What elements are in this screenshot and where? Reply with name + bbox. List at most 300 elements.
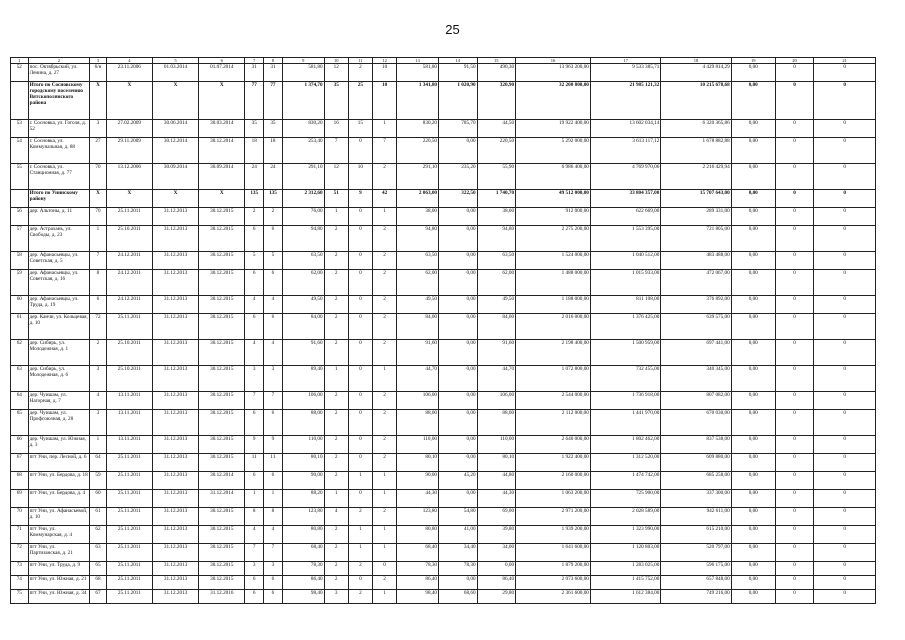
table-cell: 2: [324, 562, 348, 576]
table-cell: 6: [245, 576, 264, 590]
table-cell: 4: [245, 526, 264, 544]
table-cell: 4: [324, 508, 348, 526]
table-cell: 10: [373, 82, 397, 120]
table-cell: 51: [324, 190, 348, 208]
table-cell: 2: [373, 164, 397, 190]
table-cell: 11: [245, 454, 264, 472]
table-cell: 6: [264, 590, 283, 604]
table-cell: 94,80: [282, 226, 324, 252]
table-cell: 0,00: [439, 576, 478, 590]
table-row: [11, 366, 876, 392]
table-cell: 0: [814, 296, 876, 314]
table-cell: 49 512 000,00: [516, 190, 591, 208]
table-cell: 1: [373, 544, 397, 562]
total-row: [11, 190, 876, 208]
address-cell: пгт Уни, ул. Коммунарская, д. 4: [28, 526, 90, 544]
table-cell: 0: [775, 562, 814, 576]
table-cell: 68,40: [397, 544, 439, 562]
table-cell: 0,00: [731, 208, 775, 226]
table-cell: 31.12.2013: [152, 436, 198, 454]
table-cell: 66: [11, 436, 29, 454]
table-cell: 30.09.2014: [152, 164, 198, 190]
table-cell: 18: [245, 138, 264, 164]
table-cell: 72: [11, 544, 29, 562]
table-cell: 0: [775, 252, 814, 270]
table-cell: 91,60: [477, 340, 516, 366]
table-cell: 31.12.2013: [152, 590, 198, 604]
table-cell: 0,00: [731, 190, 775, 208]
table-cell: 68,40: [282, 544, 324, 562]
table-cell: 53: [11, 120, 29, 138]
table-cell: 1: [264, 490, 283, 508]
table-cell: 0: [814, 208, 876, 226]
table-row: [11, 490, 876, 508]
table-cell: 38,00: [477, 208, 516, 226]
table-cell: 10: [373, 64, 397, 82]
table-cell: 685 258,00: [661, 472, 731, 490]
table-cell: 70: [11, 508, 29, 526]
table-cell: 106,00: [397, 392, 439, 410]
table-cell: 320,90: [477, 82, 516, 120]
table-cell: 8: [90, 270, 107, 296]
table-cell: 0: [775, 454, 814, 472]
table-cell: 35: [245, 120, 264, 138]
table-cell: 30.12.2015: [199, 392, 245, 410]
table-cell: 2 016 000,00: [516, 314, 591, 340]
table-cell: 0: [814, 526, 876, 544]
table-cell: 89,40: [282, 366, 324, 392]
table-cell: 2: [324, 296, 348, 314]
table-cell: 30.03.2014: [199, 120, 245, 138]
table-cell: 135: [264, 190, 283, 208]
address-cell: дер. Канчи, ул. Кольцевая, д. 10: [28, 314, 90, 340]
table-cell: 62,00: [397, 270, 439, 296]
table-cell: 2: [324, 526, 348, 544]
table-cell: 8: [264, 508, 283, 526]
table-cell: 68,60: [439, 590, 478, 604]
table-cell: 25.11.2011: [106, 576, 152, 590]
table-cell: 0: [814, 190, 876, 208]
table-cell: 13.11.2011: [106, 410, 152, 436]
table-cell: 376 892,00: [661, 296, 731, 314]
address-cell: дер. Чуишам, ул. Профсоюзная, д. 28: [28, 410, 90, 436]
table-cell: 88,20: [282, 490, 324, 508]
table-cell: 4: [264, 296, 283, 314]
table-cell: 31.12.2016: [199, 590, 245, 604]
table-cell: 1 063 200,00: [516, 490, 591, 508]
table-cell: 0: [814, 82, 876, 120]
table-cell: 2 544 000,00: [516, 392, 591, 410]
table-cell: 2: [373, 226, 397, 252]
table-cell: 2: [373, 410, 397, 436]
table-cell: 6 986 400,00: [516, 164, 591, 190]
table-cell: 30.12.2014: [199, 472, 245, 490]
housing-program-table: [10, 57, 876, 604]
table-cell: 0: [775, 392, 814, 410]
address-cell: пгт Уни, ул. Южная, д. 21: [28, 576, 90, 590]
table-cell: 0,00: [439, 436, 478, 454]
table-cell: 1: [373, 590, 397, 604]
table-cell: 61: [90, 508, 107, 526]
table-cell: 13 602 034,14: [590, 120, 660, 138]
table-cell: 0,00: [731, 314, 775, 340]
table-cell: 5: [264, 252, 283, 270]
table-cell: 0: [814, 270, 876, 296]
table-cell: 0,00: [731, 410, 775, 436]
table-cell: 2: [373, 392, 397, 410]
table-cell: 670 030,00: [661, 410, 731, 436]
table-cell: 31.12.2013: [152, 508, 198, 526]
table-cell: 0,00: [477, 562, 516, 576]
table-cell: 1 740,70: [477, 190, 516, 208]
address-cell: дер. Афанасьевцы, ул. Труда, д. 19: [28, 296, 90, 314]
table-cell: 1: [348, 472, 372, 490]
table-cell: X: [106, 82, 152, 120]
table-cell: 27.02.2009: [106, 120, 152, 138]
table-cell: 78,30: [397, 562, 439, 576]
table-cell: 67: [11, 454, 29, 472]
column-number-cell: 10: [324, 58, 348, 64]
table-cell: 0,00: [731, 454, 775, 472]
table-cell: 63,50: [282, 252, 324, 270]
table-cell: 2: [324, 340, 348, 366]
table-cell: 220,50: [397, 138, 439, 164]
table-cell: 21 985 121,32: [590, 82, 660, 120]
table-cell: 32 200 800,00: [516, 82, 591, 120]
table-cell: 98,40: [282, 590, 324, 604]
column-number-cell: 20: [775, 58, 814, 64]
address-cell: г. Сосновка, ул. Гоголя, д. 52: [28, 120, 90, 138]
table-cell: 0: [814, 454, 876, 472]
table-cell: 6: [264, 314, 283, 340]
table-cell: 721 805,00: [661, 226, 731, 252]
table-cell: 25.11.2011: [106, 314, 152, 340]
column-number-cell: 1: [11, 58, 29, 64]
table-cell: 25.11.2011: [106, 590, 152, 604]
table-cell: 0: [348, 314, 372, 340]
table-cell: 30.06.2014: [152, 120, 198, 138]
table-cell: 7: [373, 138, 397, 164]
table-cell: 1: [324, 490, 348, 508]
table-cell: 5: [245, 252, 264, 270]
table-cell: 25.10.2011: [106, 340, 152, 366]
table-cell: 2: [373, 436, 397, 454]
address-cell: дер. Афанасьевцы, ул. Советская, д. 5: [28, 252, 90, 270]
table-cell: 0,00: [439, 252, 478, 270]
table-cell: 63: [90, 544, 107, 562]
table-cell: 30.12.2015: [199, 366, 245, 392]
table-cell: 0: [814, 472, 876, 490]
table-cell: 581,80: [397, 64, 439, 82]
table-cell: 2: [90, 340, 107, 366]
table-cell: 291,10: [282, 164, 324, 190]
table-cell: 0: [775, 436, 814, 454]
table-cell: 31.12.2013: [152, 208, 198, 226]
table-cell: 31: [264, 64, 283, 82]
table-cell: 0: [814, 490, 876, 508]
table-cell: 31.12.2013: [152, 472, 198, 490]
table-cell: 9 533 385,71: [590, 64, 660, 82]
table-cell: 0: [348, 436, 372, 454]
table-cell: 65: [90, 562, 107, 576]
column-number-cell: 5: [152, 58, 198, 64]
table-cell: 67: [90, 590, 107, 604]
table-cell: 49,50: [477, 296, 516, 314]
table-row: [11, 64, 876, 82]
address-cell: пгт Уни, ул. Афанасьевой, д. 10: [28, 508, 90, 526]
table-cell: 2: [373, 296, 397, 314]
address-cell: пгт Уни, ул. Бердова, д. 4: [28, 490, 90, 508]
table-cell: 0: [348, 576, 372, 590]
table-cell: 1 120 803,00: [590, 544, 660, 562]
column-number-cell: 8: [264, 58, 283, 64]
table-cell: 811 108,00: [590, 296, 660, 314]
table-cell: 1 553 395,00: [590, 226, 660, 252]
table-cell: 2: [324, 314, 348, 340]
table-cell: 7: [245, 544, 264, 562]
table-row: [11, 120, 876, 138]
table-cell: 01.07.2014: [199, 64, 245, 82]
table-cell: 2: [373, 576, 397, 590]
table-cell: 0: [775, 82, 814, 120]
table-cell: 732 455,00: [590, 366, 660, 392]
table-cell: 6: [264, 472, 283, 490]
table-row: [11, 454, 876, 472]
address-cell: пгт Уни, ул. Труда, д. 9: [28, 562, 90, 576]
table-cell: 0: [348, 138, 372, 164]
table-cell: 106,00: [282, 392, 324, 410]
table-cell: 2: [324, 252, 348, 270]
table-cell: 2 063,00: [397, 190, 439, 208]
table-cell: 25.11.2011: [106, 454, 152, 472]
table-cell: 0,00: [439, 340, 478, 366]
table-cell: 1 736 918,00: [590, 392, 660, 410]
table-cell: 6: [90, 296, 107, 314]
table-cell: 30.12.2014: [152, 138, 198, 164]
table-cell: 2: [373, 252, 397, 270]
table-cell: 31.12.2013: [152, 252, 198, 270]
table-cell: 0: [348, 270, 372, 296]
table-cell: 86,40: [282, 576, 324, 590]
table-cell: 64: [90, 454, 107, 472]
table-cell: 86,40: [477, 576, 516, 590]
table-cell: 10 215 678,68: [661, 82, 731, 120]
table-cell: 34,00: [477, 544, 516, 562]
table-cell: 1: [373, 490, 397, 508]
table-cell: 0,00: [439, 226, 478, 252]
table-cell: 44,80: [477, 472, 516, 490]
table-cell: 639 575,00: [661, 314, 731, 340]
table-cell: 0: [775, 270, 814, 296]
table-cell: 35: [264, 120, 283, 138]
table-cell: 1 376 425,00: [590, 314, 660, 340]
table-cell: 0: [775, 164, 814, 190]
table-cell: 18: [264, 138, 283, 164]
table-cell: 1: [245, 490, 264, 508]
table-cell: 1: [373, 120, 397, 138]
table-cell: 84,00: [397, 314, 439, 340]
table-cell: 3: [90, 120, 107, 138]
table-cell: 0,00: [439, 208, 478, 226]
table-cell: 0,00: [731, 270, 775, 296]
table-cell: 2: [373, 270, 397, 296]
table-cell: 25.11.2011: [106, 208, 152, 226]
table-cell: 725 900,00: [590, 490, 660, 508]
table-cell: 490,30: [477, 64, 516, 82]
table-cell: 80,10: [397, 454, 439, 472]
table-cell: 76,00: [282, 208, 324, 226]
column-number-cell: 2: [28, 58, 90, 64]
table-cell: 98,40: [397, 590, 439, 604]
table-cell: 0,00: [731, 472, 775, 490]
table-cell: 55: [11, 164, 29, 190]
table-cell: 807 082,00: [661, 392, 731, 410]
table-cell: 80,80: [282, 526, 324, 544]
table-cell: 6: [245, 270, 264, 296]
table-cell: 0: [814, 410, 876, 436]
table-cell: 88,00: [477, 410, 516, 436]
table-row: [11, 164, 876, 190]
table-cell: 0: [814, 226, 876, 252]
address-cell: дер. Чуишам, ул. Южная, д. 3: [28, 436, 90, 454]
table-cell: 60: [90, 490, 107, 508]
table-cell: 30.09.2014: [199, 164, 245, 190]
table-cell: 4 769 970,06: [590, 164, 660, 190]
table-cell: 0: [814, 314, 876, 340]
table-cell: 31: [245, 64, 264, 82]
table-cell: 0: [775, 544, 814, 562]
table-cell: 2: [373, 314, 397, 340]
table-cell: 0: [814, 576, 876, 590]
table-cell: 30.12.2015: [199, 410, 245, 436]
table-cell: 15: [348, 120, 372, 138]
table-cell: 13.11.2011: [106, 392, 152, 410]
table-cell: X: [106, 190, 152, 208]
table-cell: 25.11.2011: [106, 472, 152, 490]
table-cell: 0,00: [439, 270, 478, 296]
address-cell: Итого по Унинскому району: [28, 190, 90, 208]
table-cell: 84,00: [477, 314, 516, 340]
table-cell: 2 160 000,00: [516, 472, 591, 490]
table-cell: 59: [90, 472, 107, 490]
table-cell: 1 678 882,88: [661, 138, 731, 164]
table-cell: 0,00: [731, 226, 775, 252]
table-cell: 44,70: [477, 366, 516, 392]
table-cell: 13.11.2011: [106, 436, 152, 454]
table-cell: 59: [11, 270, 29, 296]
table-cell: 2 198 400,00: [516, 340, 591, 366]
table-cell: 0: [814, 252, 876, 270]
table-cell: 0,00: [439, 454, 478, 472]
table-cell: 0: [814, 544, 876, 562]
table-cell: 483 488,00: [661, 252, 731, 270]
table-cell: 0: [814, 392, 876, 410]
table-cell: 54: [11, 138, 29, 164]
table-cell: 31.12.2013: [152, 454, 198, 472]
table-cell: 30.12.2015: [199, 576, 245, 590]
table-cell: 1: [348, 526, 372, 544]
table-cell: 8: [245, 508, 264, 526]
table-cell: 34,40: [439, 544, 478, 562]
table-cell: 3: [264, 366, 283, 392]
table-cell: 0: [814, 590, 876, 604]
table-cell: 25.11.2011: [106, 490, 152, 508]
table-cell: 7: [264, 392, 283, 410]
table-cell: X: [90, 82, 107, 120]
column-number-cell: 16: [516, 58, 591, 64]
table-cell: 70: [90, 208, 107, 226]
table-cell: 7: [324, 138, 348, 164]
table-cell: 30.12.2015: [199, 252, 245, 270]
table-cell: 88,00: [397, 410, 439, 436]
column-number-cell: 13: [397, 58, 439, 64]
table-cell: 837 538,00: [661, 436, 731, 454]
table-cell: 0,00: [731, 392, 775, 410]
table-cell: 0,00: [731, 64, 775, 82]
table-cell: 33 804 357,00: [590, 190, 660, 208]
table-cell: 0: [814, 436, 876, 454]
table-cell: X: [152, 190, 198, 208]
table-cell: 6: [245, 226, 264, 252]
column-number-cell: 6: [199, 58, 245, 64]
table-cell: 25.11.2011: [106, 562, 152, 576]
table-cell: [11, 82, 29, 120]
table-cell: 91,50: [439, 64, 478, 82]
table-cell: 0: [775, 226, 814, 252]
table-cell: 1: [373, 472, 397, 490]
table-cell: 3: [245, 562, 264, 576]
table-cell: 57: [11, 226, 29, 252]
table-cell: 2: [264, 208, 283, 226]
table-cell: 830,20: [282, 120, 324, 138]
table-cell: 622 669,00: [590, 208, 660, 226]
table-cell: 44,50: [477, 120, 516, 138]
table-cell: 0: [814, 340, 876, 366]
table-cell: 60: [11, 296, 29, 314]
table-cell: 235,20: [439, 164, 478, 190]
table-cell: 830,20: [397, 120, 439, 138]
table-cell: 0,00: [731, 562, 775, 576]
address-cell: г. Сосновка, ул. Коммунальная, д. 88: [28, 138, 90, 164]
table-cell: 13 963 200,00: [516, 64, 591, 82]
column-number-cell: 9: [282, 58, 324, 64]
table-cell: 0: [348, 208, 372, 226]
table-row: [11, 208, 876, 226]
table-cell: 49,50: [282, 296, 324, 314]
table-cell: 7: [264, 544, 283, 562]
page-number: 25: [445, 22, 460, 37]
table-cell: 69,00: [477, 508, 516, 526]
table-cell: 4: [90, 392, 107, 410]
table-cell: 5 292 000,00: [516, 138, 591, 164]
table-cell: 615 210,00: [661, 526, 731, 544]
table-cell: 29,80: [477, 590, 516, 604]
table-cell: 1 474 742,00: [590, 472, 660, 490]
table-cell: 2: [324, 576, 348, 590]
table-cell: 0: [775, 208, 814, 226]
address-cell: г. Сосновка, ул. Станционная, д. 77: [28, 164, 90, 190]
table-cell: 94,80: [477, 226, 516, 252]
table-cell: 1: [373, 366, 397, 392]
column-number-cell: 7: [245, 58, 264, 64]
table-cell: 70: [90, 164, 107, 190]
table-cell: 74: [11, 576, 29, 590]
table-cell: 123,80: [282, 508, 324, 526]
table-cell: 38,00: [397, 208, 439, 226]
table-cell: 1 283 025,00: [590, 562, 660, 576]
table-cell: 942 611,00: [661, 508, 731, 526]
table-row: [11, 296, 876, 314]
